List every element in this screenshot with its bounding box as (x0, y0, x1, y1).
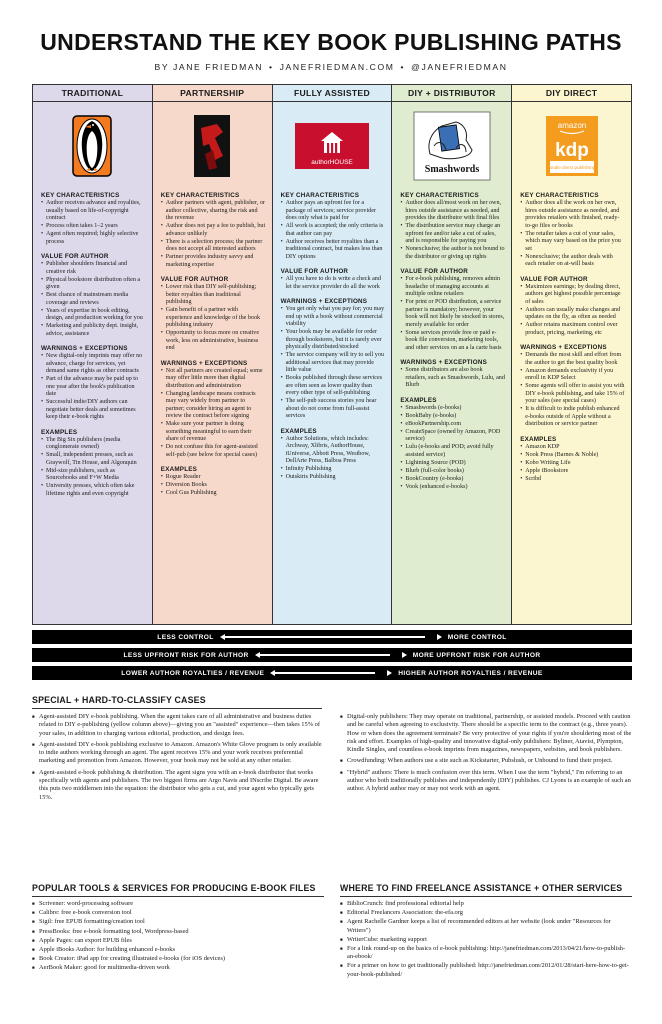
list-item: • New digital-only imprints may offer no advance, charge for services, yet demand same rights as other contracts (41, 353, 146, 376)
right-arrow-icon (437, 634, 442, 640)
column-partnership (153, 85, 273, 624)
list-item: ■ "Hybrid" authors: There is much confusion over this term. When I use the term "hybrid," I'm referring to an author who both traditionally publishes and independently (DIY) publishes. CJ Lyons is an example of such an author. A hybrid author may or may not work with an agent. (340, 769, 632, 794)
byline-website[interactable]: JANEFRIEDMAN.COM (279, 62, 395, 72)
list-item: • Opportunity to focus more on creative work, less on administrative, business end (161, 330, 266, 353)
list-item: • Blurb (full-color books) (400, 468, 505, 476)
royalties-band (32, 666, 632, 680)
section-title: KEY CHARACTERISTICS (41, 192, 120, 199)
band-left-label: LESS UPFRONT RISK FOR AUTHOR (123, 651, 249, 659)
svg-text:Smashwords: Smashwords (424, 164, 480, 175)
freelance-title: WHERE TO FIND FREELANCE ASSISTANCE + OTHER SERVICES (340, 883, 623, 893)
section-list (161, 200, 266, 269)
section-title: EXAMPLES (520, 435, 557, 443)
list-item: ■ Apple Pages: can export EPUB files (32, 937, 324, 945)
list-item: • Small, independent presses, such as Graywolf, Tin House, and Algonquin (41, 452, 146, 467)
list-item: • Some agents will offer to assist you with DIY e-book publishing, and take 15% of your sales (see special cases) (520, 383, 625, 406)
freelance-section (340, 883, 632, 980)
section-title: WARNINGS + EXCEPTIONS (400, 359, 487, 366)
authorhouse-logo-icon (273, 102, 392, 190)
section-title: VALUE FOR AUTHOR (280, 268, 349, 275)
red-hen-logo-icon (153, 102, 272, 190)
separator-dot: • (400, 62, 406, 72)
resources-section (32, 883, 632, 980)
list-item: • Maximizes earnings; by dealing direct, authors get highest possible percentage of sales (520, 284, 625, 307)
left-arrow-icon (255, 652, 390, 658)
list-item: • The Big Six publishers (media conglomerate owned) (41, 437, 146, 452)
section-title: EXAMPLES (400, 396, 437, 404)
list-item: • Outskirts Publishing (281, 474, 386, 482)
tools-section (32, 883, 324, 980)
special-cases-right-list (340, 713, 632, 794)
byline (0, 62, 662, 72)
section-list (41, 353, 146, 422)
column-fully-assisted (273, 85, 393, 624)
list-item: • Changing landscape means contracts may vary widely from partner to partner; consider hiring an agent to review the contract before signing (161, 391, 266, 421)
list-item: • Cool Gus Publishing (161, 490, 266, 498)
list-item: • Agent often required; highly selective process (41, 231, 146, 246)
list-item: • Nonexclusive; the author deals with each retailer on at-will basis (520, 254, 625, 269)
column-body (512, 192, 631, 483)
svg-text:authorHOUSE: authorHOUSE (311, 159, 353, 166)
svg-text:amazon: amazon (557, 121, 586, 130)
list-item: • There is a selection process; the partner does not accept all interested authors (161, 239, 266, 254)
list-item: • Author does all the work on her own, hires outside assistance as needed, and provides retailers with finished, ready-to-go files or books (520, 200, 625, 230)
section-list (41, 261, 146, 338)
list-item: • The service company will try to sell you additional services that may provide little value (281, 352, 386, 375)
list-item: • BookBaby (e-books) (400, 413, 505, 421)
page-title: UNDERSTAND THE KEY BOOK PUBLISHING PATHS (40, 29, 622, 55)
list-item: • Author retains maximum control over product, pricing, marketing, etc (520, 322, 625, 337)
band-right-label: MORE CONTROL (447, 633, 507, 641)
list-item: • Nonexclusive; the author is not bound to the distributor or giving up rights (400, 246, 505, 261)
smashwords-logo-icon (392, 102, 511, 190)
special-cases-section (32, 695, 632, 805)
list-item: • BookCountry (e-books) (400, 476, 505, 484)
list-item: • Part of the advance may be paid up to one year after the book's publication date (41, 376, 146, 399)
amazon-kdp-logo-icon (512, 102, 631, 190)
list-item: • Author pays an upfront fee for a package of services; service provider does only what is paid for (281, 200, 386, 223)
tools-title: POPULAR TOOLS & SERVICES FOR PRODUCING E-BOOK FILES (32, 883, 316, 893)
section-title: WARNINGS + EXCEPTIONS (280, 298, 368, 305)
column-traditional (33, 85, 153, 624)
section-title: EXAMPLES (280, 427, 317, 435)
list-item: • It is difficult to indie publish enhanced e-books outside of Apple without a distribution or service partner (520, 406, 625, 429)
divider (340, 896, 632, 897)
list-item: • Amazon KDP (520, 444, 625, 452)
list-item: ■ For a link round-up on the basics of e-book publishing: http://janefriedman.com/2013/04/21/how-to-publish-an-ebook/ (340, 945, 632, 961)
list-item: • Vook (enhanced e-books) (400, 484, 505, 492)
section-list (281, 306, 386, 421)
control-band (32, 630, 632, 644)
section-list (520, 444, 625, 484)
list-item: • The retailer takes a cut of your sales, which may vary based on the price you set (520, 231, 625, 254)
list-item: • University presses, which often take lifetime rights and even copyright (41, 483, 146, 498)
section-list (41, 437, 146, 499)
section-title: KEY CHARACTERISTICS (160, 192, 240, 199)
left-arrow-icon (270, 670, 375, 676)
band-left-label: LESS CONTROL (157, 633, 214, 641)
list-item: ■ PressBooks: free e-book formatting tool, Wordpress-based (32, 928, 324, 936)
list-item: • Nook Press (Barnes & Noble) (520, 452, 625, 460)
section-title: VALUE FOR AUTHOR (520, 275, 588, 283)
section-list (281, 436, 386, 482)
band-left-label: LOWER AUTHOR ROYALTIES / REVENUE (121, 669, 265, 677)
divider (32, 708, 322, 709)
list-item: • Kobo Writing Life (520, 460, 625, 468)
list-item: ■ Digital-only publishers: They may operate on traditional, partnership, or assisted models. Proceed with caution and be careful when agreeing to exclusivity. There should be a specific term to the contract (e.g., three years). How or when does the agreement terminate? Be very protective of your rights if you're shouldering most of the risk and effort. Examples of high-quality and innovative digital-only publishers: Byliner, Atavist, Plympton, Kindle Singles, and countless e-book imprints from magazines, newspapers, websites, and book publishers. (340, 713, 632, 754)
list-item: ■ Agent-assisted e-book publishing & distribution. The agent signs you with an e-book distributor that works specifically with agents and publishers. The two biggest firms are Argo Navis and INscribe Digital. Be aware this puts two middlemen into the equation: the distributor who gets a cut, and your agent who typically gets 15%. (32, 769, 324, 802)
penguin-logo-icon (33, 102, 152, 190)
column-body (153, 192, 272, 498)
band-right-label: MORE UPFRONT RISK FOR AUTHOR (412, 651, 541, 659)
section-title: KEY CHARACTERISTICS (400, 192, 479, 199)
section-list (400, 276, 505, 352)
list-item: • Publisher shoulders financial and creative risk (41, 261, 146, 276)
section-list (520, 352, 625, 429)
list-item: ■ Scrivener: word-processing software (32, 900, 324, 908)
list-item: • The self-pub success stories you hear about do not come from full-assist services (281, 398, 386, 421)
list-item: ■ Agent Rachelle Gardner keeps a list of recommended editors at her website (look under "Resources for Writers") (340, 918, 632, 934)
list-item: • Marketing and publicity dept. insight, advice, assistance (41, 323, 146, 338)
list-item: • Rogue Reader (161, 474, 266, 482)
list-item: • For e-book publishing, removes admin headache of managing accounts at multiple online retailers (400, 276, 505, 299)
list-item: • Physical bookstore distribution often a given (41, 277, 146, 292)
list-item: • Lower risk than DIY self-publishing; better royalties than traditional publishing (161, 284, 266, 307)
section-list (400, 405, 505, 492)
list-item: ■ WriterCube: marketing support (340, 936, 632, 944)
section-title: EXAMPLES (41, 428, 78, 436)
section-list (400, 367, 505, 390)
list-item: • Mid-size publishers, such as Sourcebooks and F+W Media (41, 468, 146, 483)
list-item: • Lulu (e-books and POD; avoid fully assisted service) (400, 444, 505, 459)
list-item: • Author does all/most work on her own, hires outside assistance as needed, and provides the distributor with final files (400, 200, 505, 223)
band-right-label: HIGHER AUTHOR ROYALTIES / REVENUE (398, 669, 543, 677)
list-item: • Authors can usually make changes and updates on the fly, as often as needed (520, 307, 625, 322)
list-item: ■ BiblioCrunch: find professional editorial help (340, 900, 632, 908)
section-title: EXAMPLES (160, 466, 198, 473)
tools-list (32, 900, 324, 973)
section-title: VALUE FOR AUTHOR (400, 268, 468, 275)
column-header: TRADITIONAL (33, 85, 152, 102)
list-item: • Smashwords (e-books) (400, 405, 505, 413)
section-title: WARNINGS + EXCEPTIONS (160, 359, 248, 367)
list-item: • Not all partners are created equal; some may offer little more than digital distribution and administration (161, 368, 266, 391)
byline-author: BY JANE FRIEDMAN (154, 62, 264, 72)
list-item: • Lightning Source (POD) (400, 460, 505, 468)
list-item: • Do not confuse this for agent-assisted self-pub (see below for special cases) (161, 444, 266, 459)
list-item: • Scribd (520, 476, 625, 484)
freelance-list (340, 900, 632, 979)
list-item: • Your book may be available for order through bookstores, but it is rarely ever physically distributed/stocked (281, 329, 386, 352)
right-arrow-icon (387, 670, 392, 676)
list-item: • CreateSpace (owned by Amazon, POD service) (400, 429, 505, 444)
list-item: • Best chance of mainstream media coverage and reviews (41, 292, 146, 307)
list-item: • Successful indie/DIY authors can negotiate better deals and sometimes keep their e-book rights (41, 399, 146, 422)
section-list (41, 200, 146, 246)
list-item: ■ Agent-assisted DIY e-book publishing exclusive to Amazon. Amazon's White Glove program is only available to indie authors working through an agent. The agent receives 15% and your work receives preferential marketing and promotion from Amazon. However, your book may not be sold at any other retailer. (32, 741, 324, 766)
list-item: • Author receives better royalties than a traditional contract, but makes less than DIY options (281, 239, 386, 262)
list-item: • Some distributors are also book retailers, such as Smashwords, Lulu, and Blurb (400, 367, 505, 390)
special-cases-left-list (32, 713, 324, 802)
svg-text:kindle direct publishing: kindle direct publishing (548, 165, 595, 170)
list-item: • Some services provide free or paid e-book file conversion, marketing tools, and other services on an a la carte basis (400, 330, 505, 353)
column-header: PARTNERSHIP (153, 85, 272, 102)
list-item: ■ For a primer on how to get traditionally published: http://janefriedman.com/2012/01/28/start-here-how-to-get-your-book-published/ (340, 962, 632, 978)
section-list (161, 284, 266, 353)
separator-dot: • (269, 62, 274, 72)
list-item: • Author partners with agent, publisher, or author collective, sharing the risk and the revenue (161, 200, 266, 223)
section-list (161, 368, 266, 460)
list-item: • Amazon demands exclusivity if you enroll in KDP Select (520, 368, 625, 383)
list-item: • Process often takes 1–2 years (41, 223, 146, 231)
column-body (392, 192, 511, 491)
list-item: ■ Calibre: free e-book conversion tool (32, 909, 324, 917)
section-list (400, 200, 505, 261)
section-list (161, 474, 266, 498)
column-body (33, 192, 152, 498)
list-item: • You get only what you pay for; you may end up with a book without commercial viability (281, 306, 386, 329)
section-title: WARNINGS + EXCEPTIONS (520, 344, 607, 351)
list-item: • Make sure your partner is doing something meaningful to earn their share of revenue (161, 421, 266, 444)
list-item: • Partner provides industry savvy and marketing expertise (161, 254, 266, 269)
list-item: • All you have to do is write a check and let the service provider do all the work (281, 276, 386, 291)
section-title: WARNINGS + EXCEPTIONS (41, 345, 128, 352)
left-arrow-icon (220, 634, 425, 640)
column-header: DIY DIRECT (512, 85, 631, 102)
column-header: DIY + DISTRIBUTOR (392, 85, 511, 102)
list-item: ■ Agent-assisted DIY e-book publishing. When the agent takes care of all administrative and business duties related to DIY e-publishing (yellow column above)—giving you an "assisted" experience—then takes 15% of your sales, in addition to charging various editorial, production, and design fees. (32, 713, 324, 738)
list-item: • Books published through these services are often seen as lower quality than every other type of self-publishing (281, 375, 386, 398)
risk-band (32, 648, 632, 662)
list-item: ■ Editorial Freelancers Association: the-efa.org (340, 909, 632, 917)
list-item: • All work is accepted; the only criteria is that author can pay (281, 223, 386, 238)
section-list (520, 200, 625, 269)
list-item: • Author Solutions, which includes: Archway, Xlibris, AuthorHouse, iUniverse, Abbott Press, Westbow, DellArte Press, Balboa Press (281, 436, 386, 466)
section-title: VALUE FOR AUTHOR (160, 276, 229, 283)
section-list (281, 200, 386, 261)
list-item: • eBookPartnership.com (400, 421, 505, 429)
list-item: • Infinity Publishing (281, 466, 386, 474)
list-item: • Gain benefit of a partner with experience and knowledge of the book publishing industry (161, 307, 266, 330)
svg-text:kdp: kdp (554, 140, 589, 161)
column-header: FULLY ASSISTED (273, 85, 392, 102)
list-item: • Years of expertise in book editing, design, and production working for you (41, 308, 146, 323)
right-arrow-icon (402, 652, 407, 658)
byline-twitter[interactable]: @JANEFRIEDMAN (411, 62, 508, 72)
list-item: • Diversion Books (161, 482, 266, 490)
list-item: • For print or POD distribution, a service partner is mandatory; however, your book will not likely be stocked in stores, merely available for order (400, 299, 505, 329)
divider (32, 896, 324, 897)
list-item: • The distribution service may charge an upfront fee and/or take a cut of sales, and is responsible for paying you (400, 223, 505, 246)
list-item: ■ Sigil: free EPUB formatting/creation tool (32, 918, 324, 926)
section-title: VALUE FOR AUTHOR (41, 253, 109, 260)
column-body (273, 192, 392, 482)
list-item: • Apple iBookstore (520, 468, 625, 476)
list-item: • Author receives advance and royalties, usually based on life-of-copyright contract (41, 200, 146, 223)
section-title: KEY CHARACTERISTICS (280, 192, 360, 199)
list-item: ■ Book Creator: iPad app for creating illustrated e-books (for iOS devices) (32, 955, 324, 963)
list-item: • Author does not pay a fee to publish, but advance unlikely (161, 223, 266, 238)
list-item: ■ AerBook Maker: good for multimedia-driven work (32, 964, 324, 972)
special-cases-title: SPECIAL + HARD-TO-CLASSIFY CASES (32, 695, 206, 705)
list-item: ■ Crowdfunding: When authors use a site such as Kickstarter, Pubslush, or Unbound to fund their project. (340, 757, 632, 765)
column-diy-direct (512, 85, 631, 624)
section-title: KEY CHARACTERISTICS (520, 192, 599, 199)
section-list (281, 276, 386, 291)
publishing-paths-table (32, 84, 632, 625)
list-item: ■ Apple iBooks Author: for building enhanced e-books (32, 946, 324, 954)
list-item: • Demands the most skill and effort from the author to get the best quality book (520, 352, 625, 367)
column-diy-distributor (392, 85, 512, 624)
page-header (0, 0, 662, 80)
section-list (520, 284, 625, 338)
